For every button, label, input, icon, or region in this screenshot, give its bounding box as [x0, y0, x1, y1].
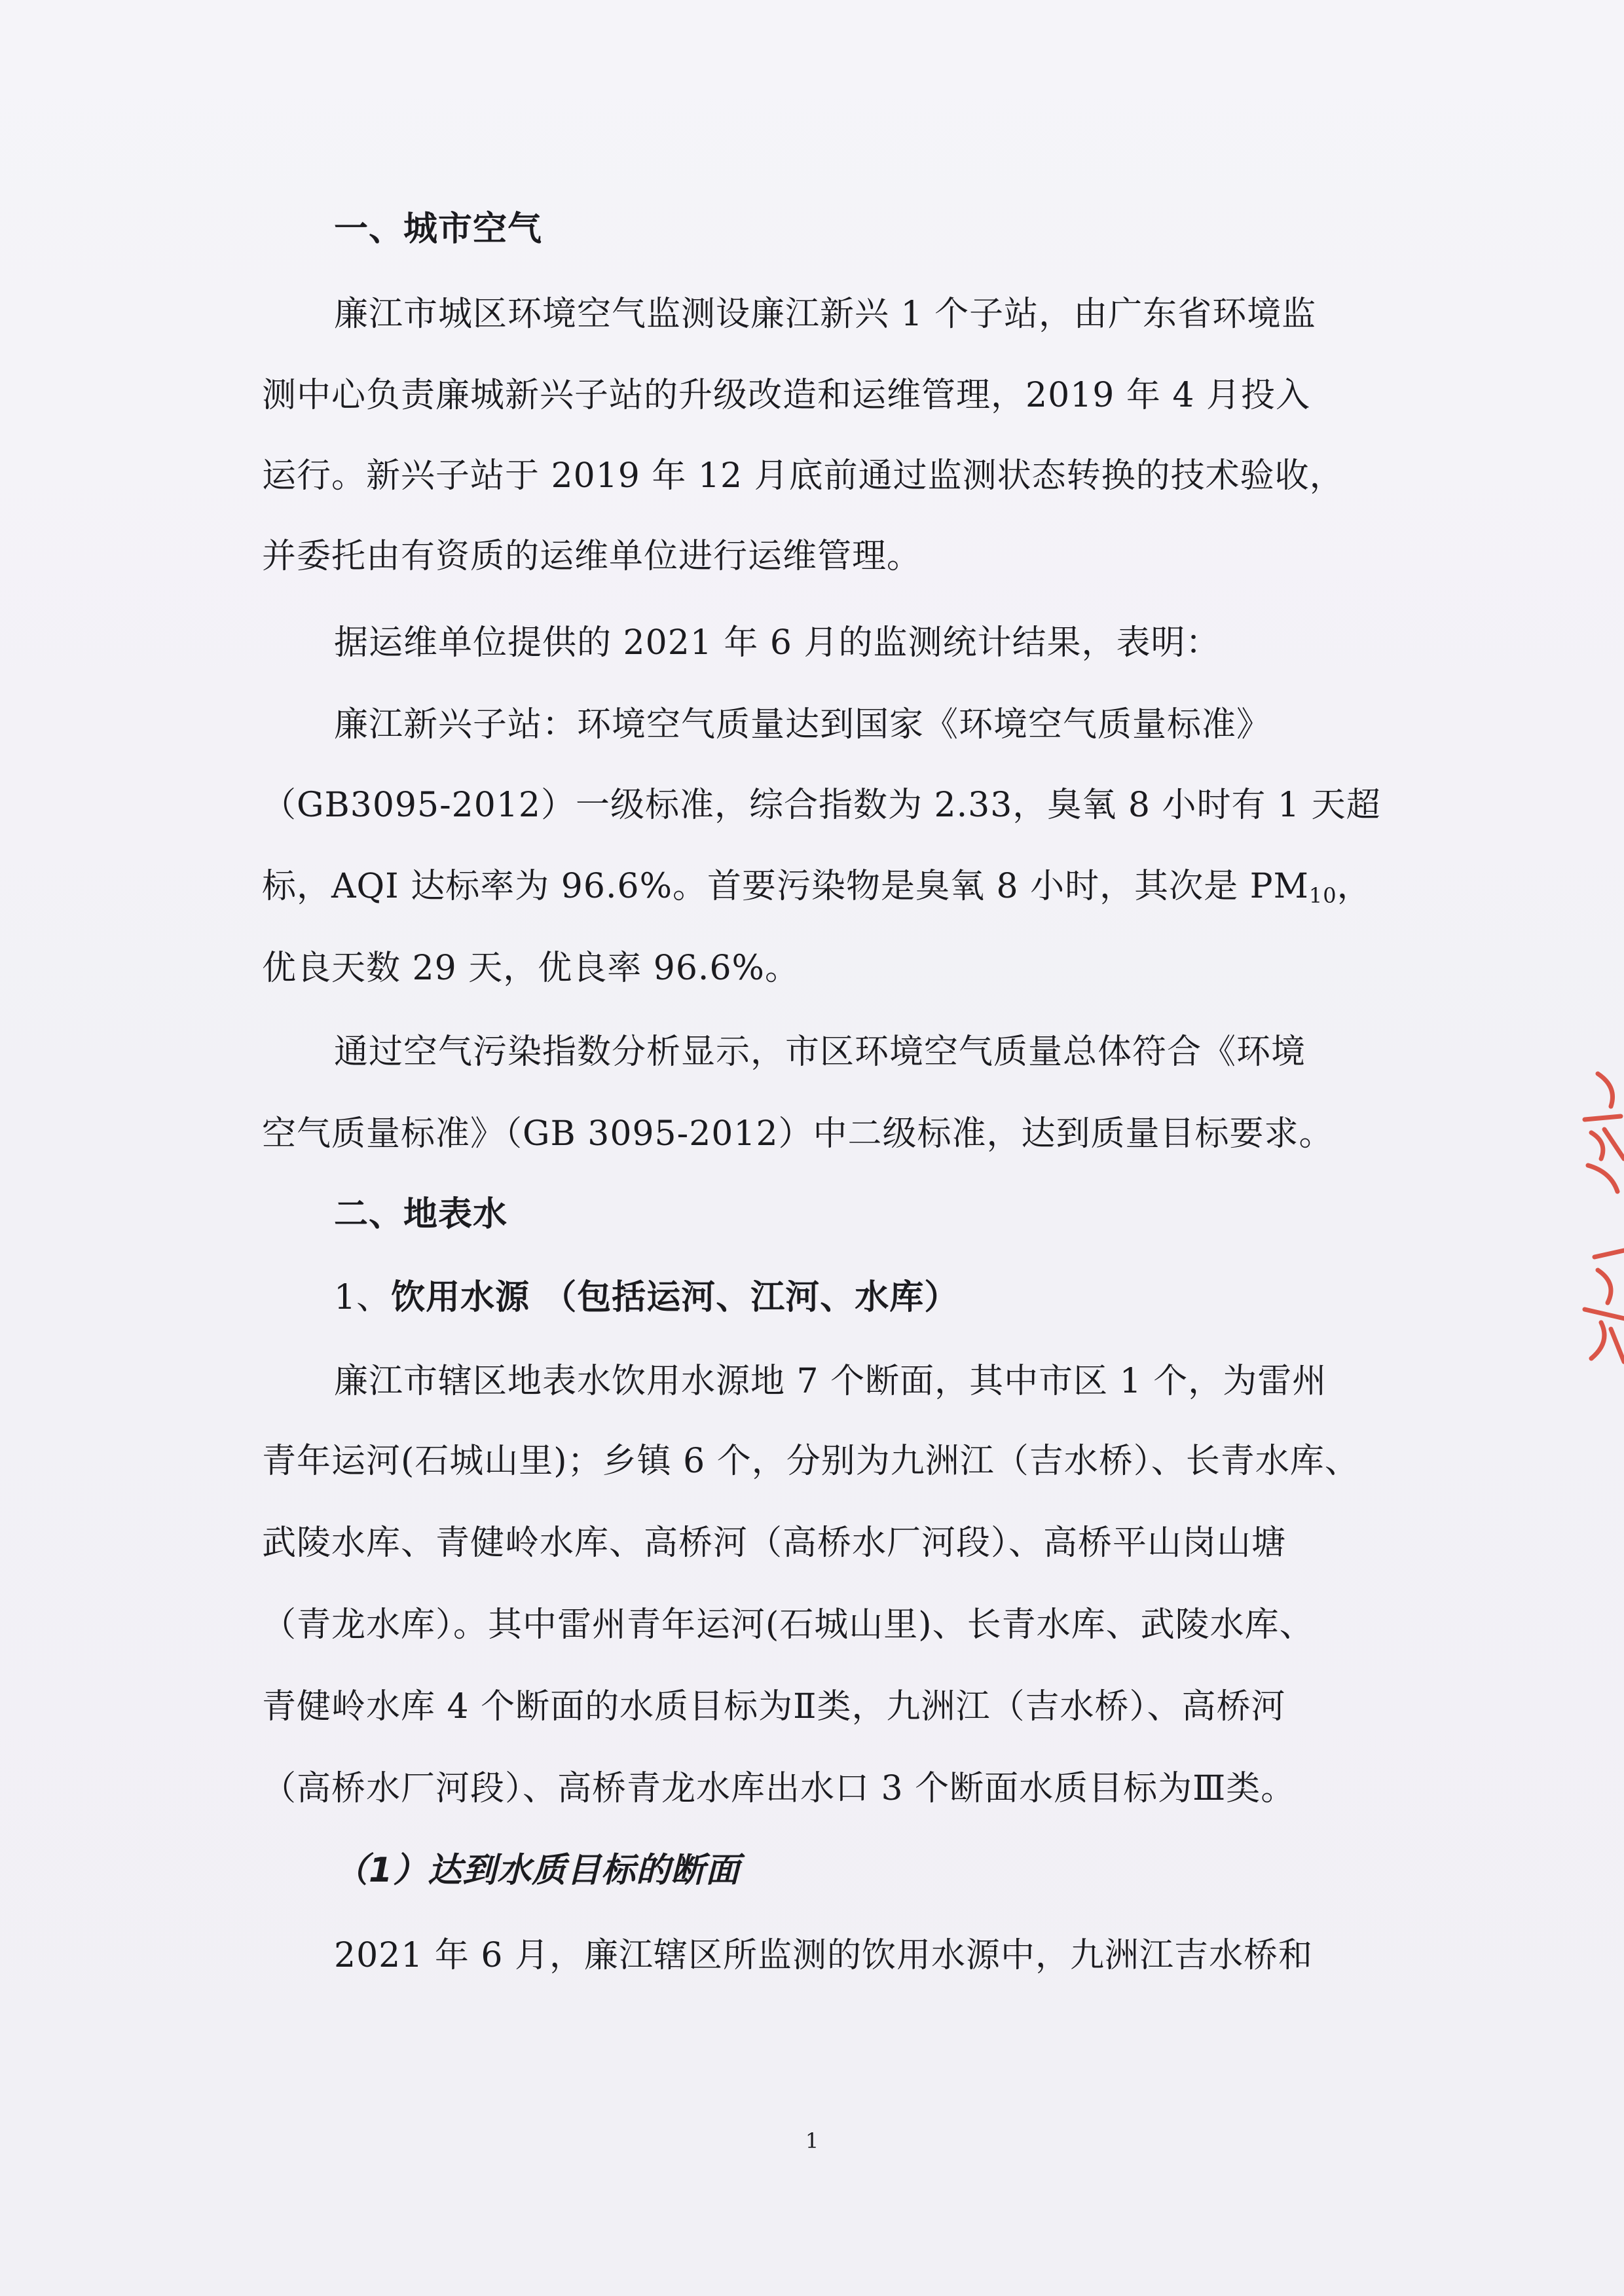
paragraph-line: 测中心负责廉城新兴子站的升级改造和运维管理，2019 年 4 月投入	[262, 376, 1311, 415]
paragraph-line: 通过空气污染指数分析显示，市区环境空气质量总体符合《环境	[334, 1032, 1306, 1072]
paragraph-line: 廉江市辖区地表水饮用水源地 7 个断面，其中市区 1 个，为雷州	[334, 1362, 1327, 1401]
subsection-title: 饮用水源 （包括运河、江河、水库）	[391, 1278, 959, 1317]
paragraph-line: 青年运河(石城山里)；乡镇 6 个，分别为九洲江（吉水桥）、长青水库、	[262, 1442, 1359, 1481]
red-seal-stamp-icon	[1572, 1061, 1624, 1375]
subsection-number: 1、	[334, 1278, 392, 1317]
subscript-10: 10	[1308, 883, 1337, 908]
subheading-target-met-sections: （1）达到水质目标的断面	[334, 1851, 741, 1890]
line-text: ，	[1337, 867, 1372, 906]
page-number: 1	[805, 2128, 819, 2153]
paragraph-line: 运行。新兴子站于 2019 年 12 月底前通过监测状态转换的技术验收，	[262, 456, 1344, 496]
paragraph-line: 并委托由有资质的运维单位进行运维管理。	[262, 537, 922, 576]
paragraph-line: 空气质量标准》（GB 3095-2012）中二级标准，达到质量目标要求。	[262, 1114, 1334, 1154]
paragraph-line	[262, 866, 1372, 917]
paragraph-line: 武陵水库、青健岭水库、高桥河（高桥水厂河段）、高桥平山岗山塘	[262, 1523, 1287, 1563]
paragraph-line: 据运维单位提供的 2021 年 6 月的监测统计结果，表明：	[334, 623, 1221, 663]
subsection-heading-drinking-water	[334, 1277, 959, 1319]
paragraph-line: 青健岭水库 4 个断面的水质目标为Ⅱ类，九洲江（吉水桥）、高桥河	[262, 1687, 1286, 1726]
paragraph-line: （青龙水库）。其中雷州青年运河(石城山里)、长青水库、武陵水库、	[262, 1605, 1314, 1645]
paragraph-line: 廉江市城区环境空气监测设廉江新兴 1 个子站，由广东省环境监	[334, 295, 1317, 334]
section-heading-city-air: 一、城市空气	[334, 210, 543, 249]
paragraph-line: 廉江新兴子站：环境空气质量达到国家《环境空气质量标准》	[334, 705, 1272, 744]
paragraph-line: （高桥水厂河段）、高桥青龙水库出水口 3 个断面水质目标为Ⅲ类。	[262, 1769, 1296, 1808]
paragraph-line: 优良天数 29 天，优良率 96.6%。	[262, 949, 800, 988]
paragraph-line: （GB3095-2012）一级标准，综合指数为 2.33，臭氧 8 小时有 1 天超	[262, 786, 1381, 825]
paragraph-line: 2021 年 6 月，廉江辖区所监测的饮用水源中，九洲江吉水桥和	[334, 1936, 1314, 1975]
line-text: 标，AQI 达标率为 96.6%。首要污染物是臭氧 8 小时，其次是 PM	[262, 867, 1309, 906]
section-heading-surface-water: 二、地表水	[334, 1195, 508, 1234]
